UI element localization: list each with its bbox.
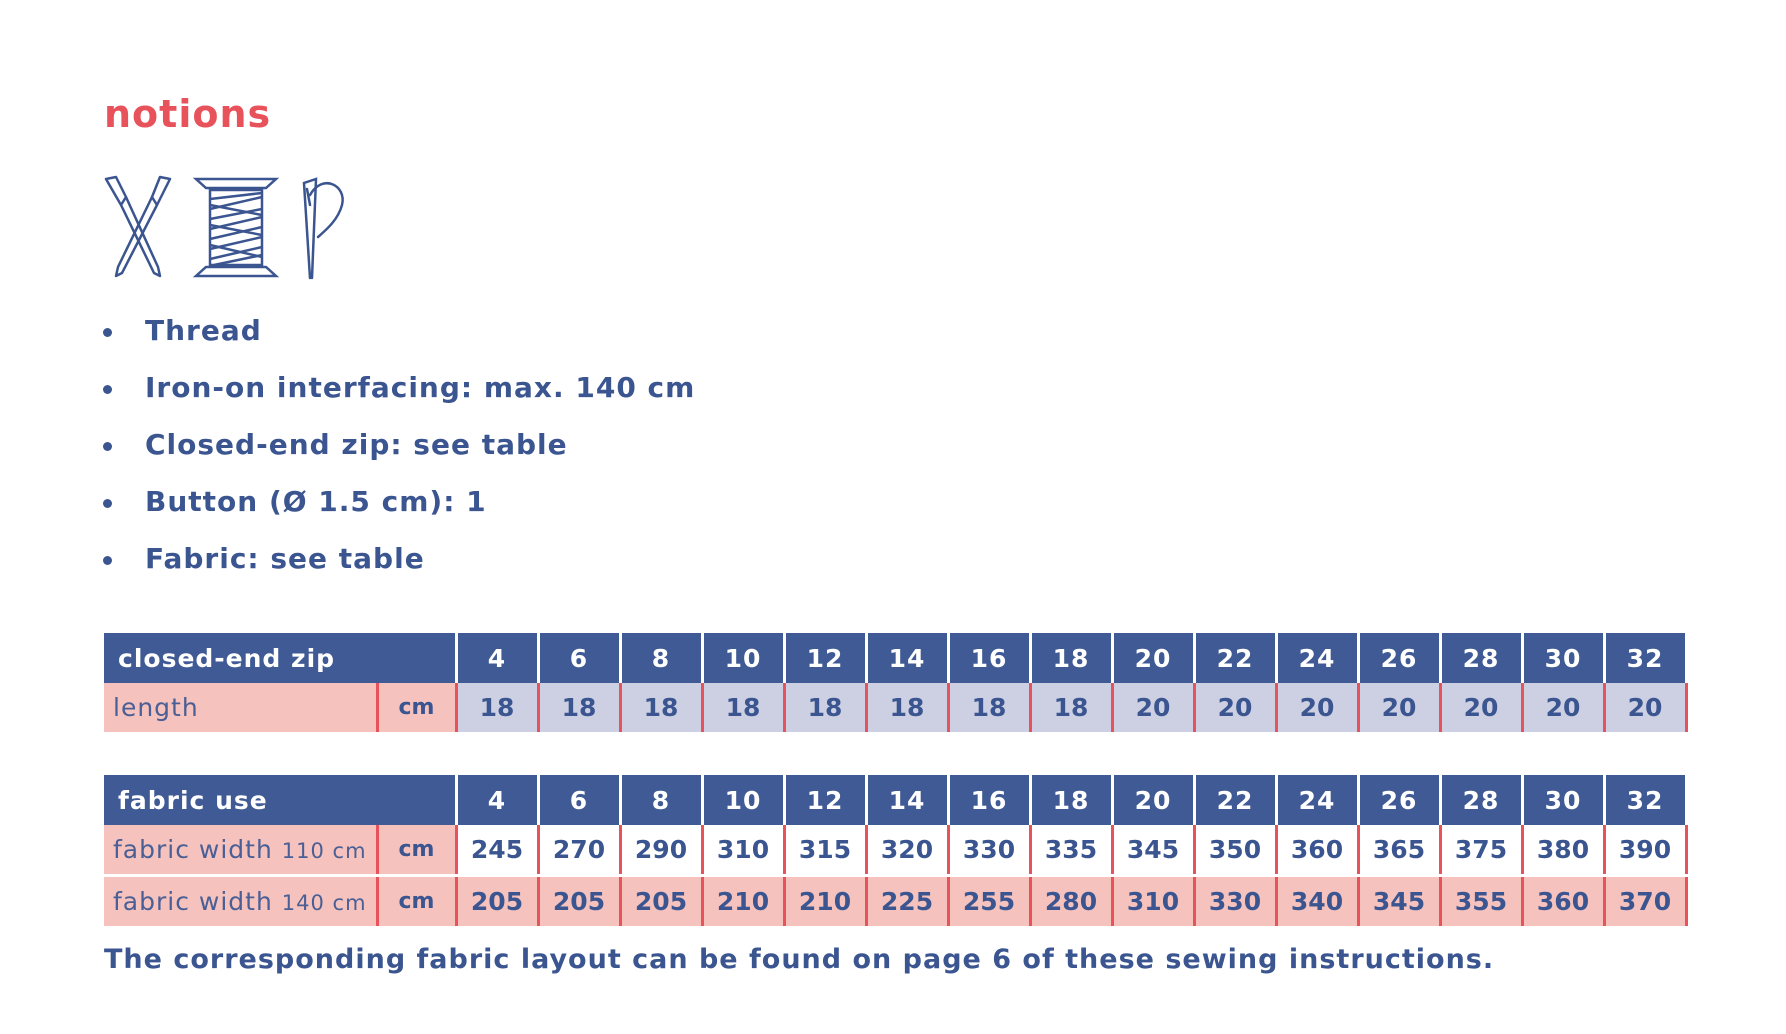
size-header: 28	[1440, 775, 1522, 825]
table-cell: 20	[1358, 683, 1440, 734]
list-item: Closed-end zip: see table	[100, 428, 695, 485]
size-header: 26	[1358, 633, 1440, 683]
table-row	[104, 825, 1686, 876]
table-cell: 290	[620, 825, 702, 876]
size-header: 22	[1194, 775, 1276, 825]
row-label: length	[104, 683, 377, 734]
size-header: 20	[1112, 775, 1194, 825]
zip-header-row	[104, 633, 1686, 683]
table-cell: 345	[1112, 825, 1194, 876]
unit-cell: cm	[377, 825, 456, 876]
table-row	[104, 683, 1686, 734]
size-header: 8	[620, 633, 702, 683]
table-cell: 20	[1522, 683, 1604, 734]
table-cell: 340	[1276, 876, 1358, 928]
table-cell: 20	[1604, 683, 1686, 734]
table-cell: 270	[538, 825, 620, 876]
table-cell: 330	[948, 825, 1030, 876]
size-header: 24	[1276, 633, 1358, 683]
list-item: Fabric: see table	[100, 542, 695, 599]
table-cell: 18	[948, 683, 1030, 734]
size-header: 32	[1604, 775, 1686, 825]
table-cell: 390	[1604, 825, 1686, 876]
size-header: 24	[1276, 775, 1358, 825]
size-header: 16	[948, 633, 1030, 683]
table-cell: 18	[456, 683, 538, 734]
size-header: 26	[1358, 775, 1440, 825]
size-header: 8	[620, 775, 702, 825]
table-cell: 18	[1030, 683, 1112, 734]
table-cell: 20	[1112, 683, 1194, 734]
fabric-header-row	[104, 775, 1686, 825]
table-row	[104, 876, 1686, 928]
bullet	[103, 328, 112, 337]
size-header: 4	[456, 633, 538, 683]
size-header: 28	[1440, 633, 1522, 683]
needle-icon	[304, 179, 343, 278]
table-cell: 380	[1522, 825, 1604, 876]
size-header: 20	[1112, 633, 1194, 683]
size-header: 32	[1604, 633, 1686, 683]
table-cell: 320	[866, 825, 948, 876]
table-cell: 280	[1030, 876, 1112, 928]
size-header: 12	[784, 775, 866, 825]
table-cell: 20	[1276, 683, 1358, 734]
table-cell: 205	[456, 876, 538, 928]
notions-list	[100, 314, 695, 599]
table-cell: 18	[538, 683, 620, 734]
table-cell: 210	[702, 876, 784, 928]
zip-length-table	[104, 633, 1688, 735]
table-cell: 18	[702, 683, 784, 734]
section-title: notions	[104, 92, 272, 136]
table-cell: 330	[1194, 876, 1276, 928]
table-cell: 310	[702, 825, 784, 876]
unit-cell: cm	[377, 876, 456, 928]
table-cell: 210	[784, 876, 866, 928]
list-item: Iron-on interfacing: max. 140 cm	[100, 371, 695, 428]
table-cell: 205	[620, 876, 702, 928]
zip-table-title: closed-end zip	[104, 633, 456, 683]
table-cell: 20	[1440, 683, 1522, 734]
size-header: 10	[702, 775, 784, 825]
size-header: 6	[538, 775, 620, 825]
table-cell: 310	[1112, 876, 1194, 928]
table-cell: 335	[1030, 825, 1112, 876]
size-header: 18	[1030, 633, 1112, 683]
size-header: 10	[702, 633, 784, 683]
table-cell: 20	[1194, 683, 1276, 734]
size-header: 14	[866, 633, 948, 683]
table-cell: 355	[1440, 876, 1522, 928]
table-cell: 315	[784, 825, 866, 876]
size-header: 30	[1522, 633, 1604, 683]
table-cell: 255	[948, 876, 1030, 928]
list-item: Button (Ø 1.5 cm): 1	[100, 485, 695, 542]
bullet	[103, 556, 112, 565]
bullet	[103, 442, 112, 451]
size-header: 22	[1194, 633, 1276, 683]
table-cell: 375	[1440, 825, 1522, 876]
size-header: 18	[1030, 775, 1112, 825]
table-cell: 245	[456, 825, 538, 876]
list-item: Thread	[100, 314, 695, 371]
table-cell: 365	[1358, 825, 1440, 876]
row-label: fabric width 110 cm	[104, 825, 377, 876]
table-cell: 18	[620, 683, 702, 734]
table-cell: 18	[784, 683, 866, 734]
table-cell: 370	[1604, 876, 1686, 928]
size-header: 4	[456, 775, 538, 825]
thread-spool-icon	[196, 179, 276, 276]
table-cell: 18	[866, 683, 948, 734]
fabric-use-table	[104, 775, 1688, 929]
size-header: 30	[1522, 775, 1604, 825]
bullet	[103, 385, 112, 394]
row-label: fabric width 140 cm	[104, 876, 377, 928]
table-cell: 225	[866, 876, 948, 928]
scissors-icon	[106, 177, 170, 276]
table-cell: 345	[1358, 876, 1440, 928]
footer-note: The corresponding fabric layout can be found on page 6 of these sewing instructions.	[104, 944, 1495, 975]
size-header: 12	[784, 633, 866, 683]
table-cell: 205	[538, 876, 620, 928]
table-cell: 360	[1522, 876, 1604, 928]
notions-icons	[102, 175, 362, 280]
table-cell: 350	[1194, 825, 1276, 876]
size-header: 6	[538, 633, 620, 683]
size-header: 14	[866, 775, 948, 825]
fabric-table-title: fabric use	[104, 775, 456, 825]
size-header: 16	[948, 775, 1030, 825]
unit-cell: cm	[377, 683, 456, 734]
table-cell: 360	[1276, 825, 1358, 876]
bullet	[103, 499, 112, 508]
